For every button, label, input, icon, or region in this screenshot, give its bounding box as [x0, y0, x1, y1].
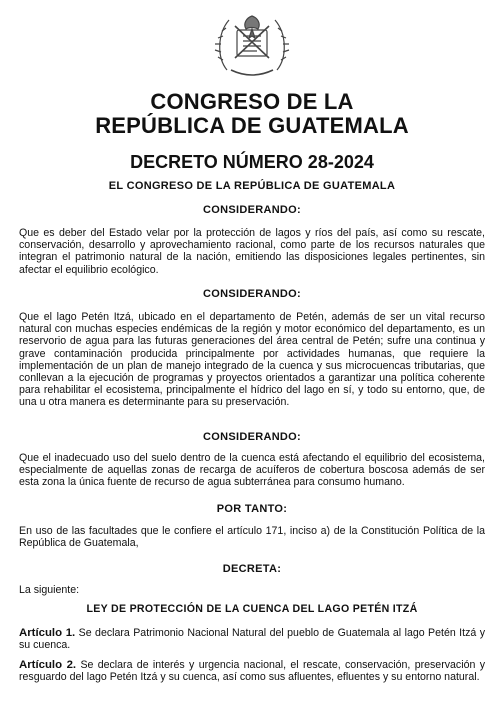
decreta-heading: DECRETA: [222, 563, 282, 575]
article-label: Artículo 2. [19, 659, 77, 671]
coat-of-arms-icon [213, 8, 291, 82]
por-tanto-text: En uso de las facultades que le confiere el artículo 171, inciso a) de la Constitución Política de la República de Guatemala, [19, 525, 485, 550]
article-text: Se declara Patrimonio Nacional Natural del pueblo de Guatemala al lago Petén Itzá y su cuenca. [19, 627, 485, 652]
article-2 [19, 659, 485, 683]
considerando-text: Que el lago Petén Itzá, ubicado en el departamento de Petén, además de ser un vital recurso natural con muchas especies endémicas de la región y motor económico del departamento, es un reservorio de agua para las futuras generaciones del área central de Petén; sufre una continua y grave contaminación producida principalmente por actividades humanas, que requiere la implementación de un plan de manejo integrado de la cuenca y sus microcuencas tributarias, que conllevan a la ejecución de programas y proyectos orientados a garantizar una política coherente para rehabilitar el ecosistema, principalmente el hídrico del lago en sí, y todo su entorno, que, de una u otra manera es determinante para su preservación. [19, 311, 485, 409]
por-tanto-heading: POR TANTO: [216, 503, 288, 515]
article-text: Se declara de interés y urgencia nacional, el rescate, conservación, preservación y resguardo del lago Petén Itzá y su cuenca, así como sus afluentes, efluentes y su entorno natural. [19, 659, 485, 684]
considerando-text: Que es deber del Estado velar por la protección de lagos y ríos del país, así como su rescate, conservación, desarrollo y aprovechamiento racional, como parte de los recursos naturales que integran el patrimonio natural de la nación, emitiendo las disposiciones legales pertinentes, sin afectar el equilibrio ecológico. [19, 227, 485, 276]
considerando-text: Que el inadecuado uso del suelo dentro de la cuenca está afectando el equilibrio del ecosistema, especialmente de aquellas zonas de recarga de acuíferos de cobertura boscosa además de ser esta zona la única fuente de recurso de agua subterránea para consumo humano. [19, 452, 485, 489]
article-label: Artículo 1. [19, 627, 76, 639]
decreta-intro: La siguiente: [19, 584, 80, 596]
article-1 [19, 627, 485, 651]
issuing-body: EL CONGRESO DE LA REPÚBLICA DE GUATEMALA [108, 180, 396, 192]
page-title-line-1: CONGRESO DE LA [150, 89, 354, 114]
law-title: LEY DE PROTECCIÓN DE LA CUENCA DEL LAGO PETÉN ITZÁ [86, 603, 418, 615]
considerando-heading: CONSIDERANDO: [202, 204, 301, 216]
considerando-heading: CONSIDERANDO: [202, 431, 301, 443]
page-title-line-2: REPÚBLICA DE GUATEMALA [95, 113, 409, 138]
considerando-heading: CONSIDERANDO: [202, 288, 301, 300]
decree-number: DECRETO NÚMERO 28-2024 [130, 152, 374, 172]
